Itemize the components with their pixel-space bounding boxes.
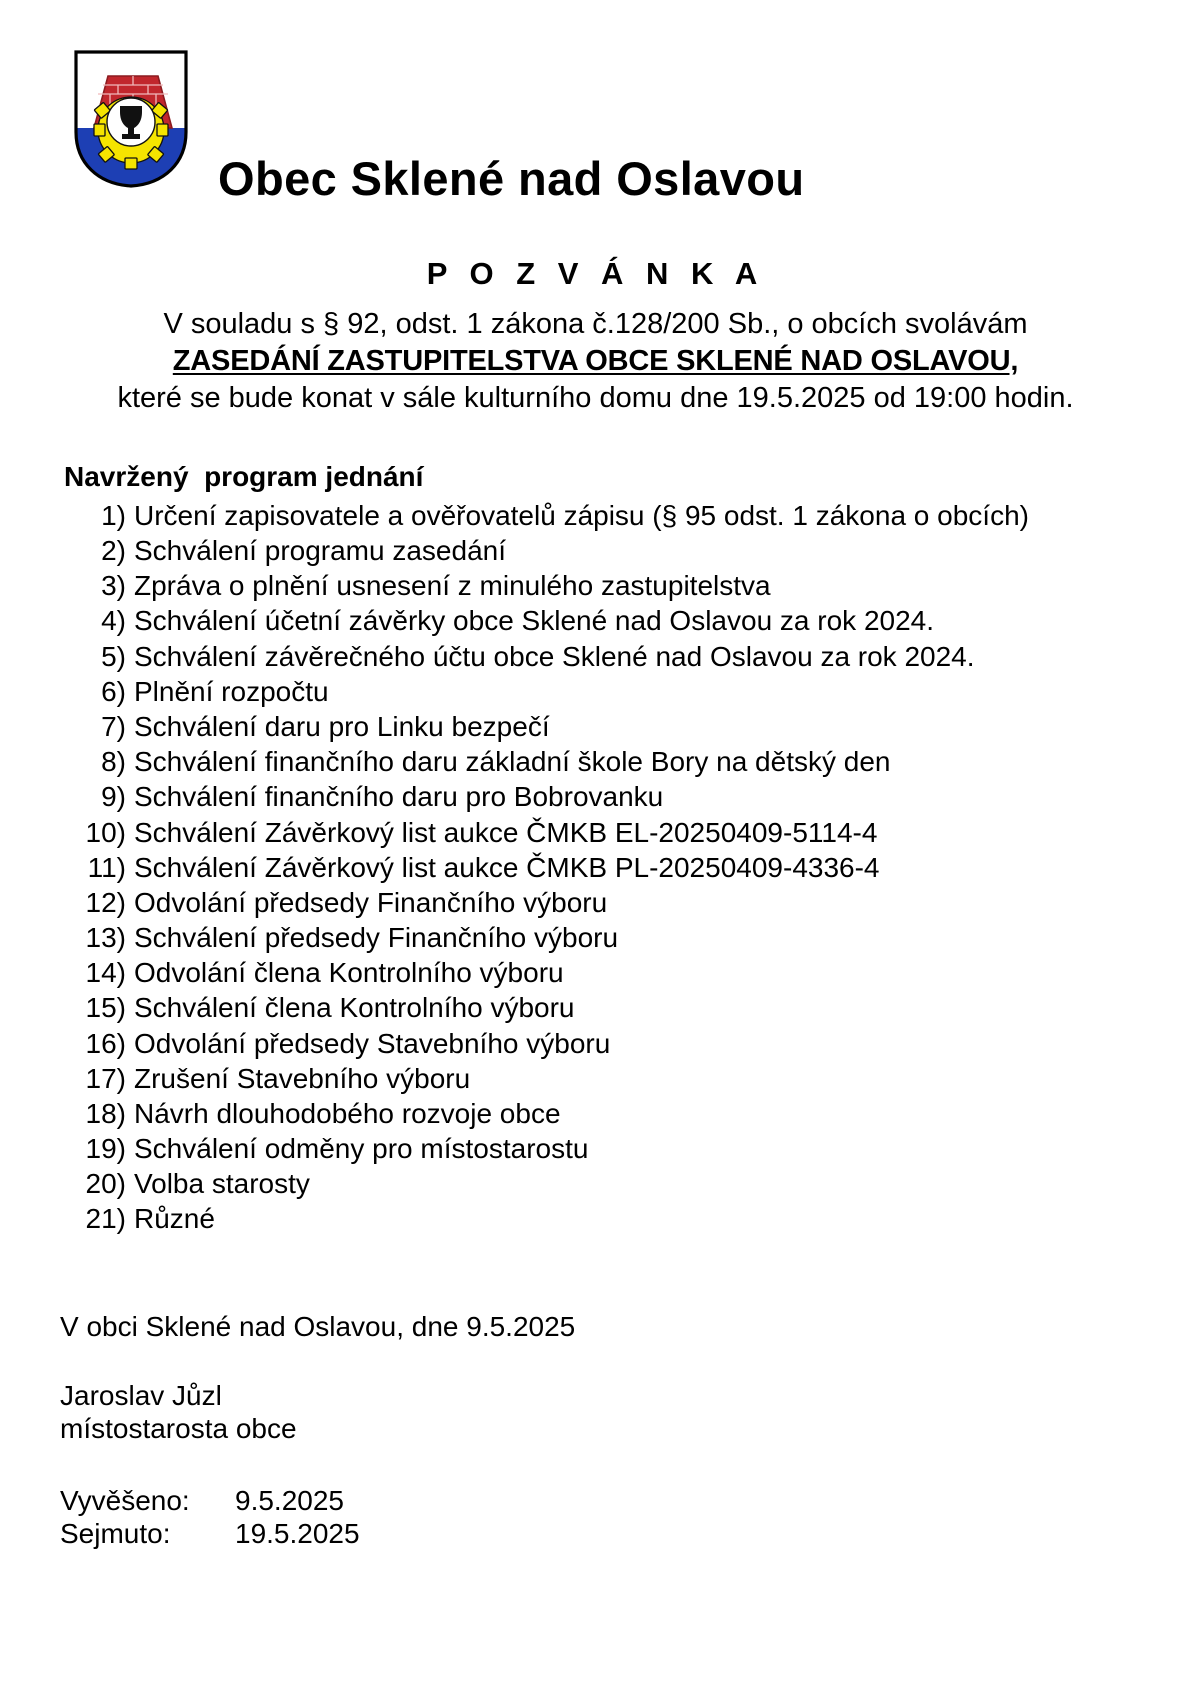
agenda-item-label: Schválení předsedy Finančního výboru — [134, 922, 619, 954]
agenda-item — [60, 1062, 1131, 1097]
agenda-item-number: 6) — [101, 675, 126, 707]
agenda-item — [60, 991, 1131, 1026]
agenda-item-number: 14) — [85, 957, 126, 989]
agenda-item — [60, 851, 1131, 886]
agenda-item-label: Určení zapisovatele a ověřovatelů zápisu (§ 95 odst. 1 zákona o obcích) — [134, 499, 1029, 531]
signer-role: místostarosta obce — [60, 1413, 297, 1445]
removed-row — [60, 1517, 1131, 1550]
agenda-item — [60, 1167, 1131, 1202]
agenda-item — [60, 640, 1131, 675]
agenda-item-number: 4) — [101, 605, 126, 637]
invitation-intro — [60, 256, 1131, 417]
agenda-item — [60, 710, 1131, 745]
agenda-item-number: 5) — [101, 640, 126, 672]
agenda-section — [60, 461, 1131, 1238]
agenda-item — [60, 921, 1131, 956]
agenda-item — [60, 956, 1131, 991]
agenda-item-number: 18) — [85, 1097, 126, 1129]
agenda-item-number: 9) — [101, 781, 126, 813]
agenda-item-label: Různé — [134, 1203, 215, 1235]
agenda-item-number: 1) — [101, 499, 126, 531]
agenda-item — [60, 675, 1131, 710]
agenda-item-label: Návrh dlouhodobého rozvoje obce — [134, 1097, 561, 1129]
agenda-item-label: Schválení závěrečného účtu obce Sklené nad Oslavou za rok 2024. — [134, 640, 975, 672]
posted-row — [60, 1484, 1131, 1517]
meeting-title-line: ZASEDÁNÍ ZASTUPITELSTVA OBCE SKLENÉ NAD OSLAVOU, — [172, 344, 1019, 377]
agenda-item — [60, 1132, 1131, 1167]
agenda-item-number: 12) — [85, 886, 126, 918]
removed-date: 19.5.2025 — [235, 1517, 360, 1549]
agenda-item-number: 11) — [87, 851, 126, 883]
agenda-item-number: 20) — [85, 1168, 126, 1200]
agenda-item — [60, 534, 1131, 569]
agenda-item-label: Schválení finančního daru pro Bobrovanku — [134, 781, 664, 813]
agenda-item-label: Schválení účetní závěrky obce Sklené nad Oslavou za rok 2024. — [134, 605, 935, 637]
removed-label: Sejmuto: — [60, 1517, 171, 1549]
closing-spacer — [60, 1343, 1131, 1379]
agenda-item — [60, 816, 1131, 851]
agenda-item-number: 2) — [101, 535, 126, 567]
agenda-item-number: 8) — [101, 746, 126, 778]
agenda-item — [60, 499, 1131, 534]
agenda-item-label: Zrušení Stavebního výboru — [134, 1062, 471, 1094]
agenda-item-number: 16) — [85, 1027, 126, 1059]
document-header — [60, 0, 1131, 208]
agenda-item-number: 17) — [85, 1062, 126, 1094]
agenda-item — [60, 1097, 1131, 1132]
agenda-item-number: 19) — [85, 1133, 126, 1165]
signer-name: Jaroslav Jůzl — [60, 1379, 222, 1411]
meeting-datetime-line: které se bude konat v sále kulturního domu dne 19.5.2025 od 19:00 hodin. — [117, 381, 1074, 414]
agenda-item-number: 10) — [85, 816, 126, 848]
agenda-item-label: Schválení člena Kontrolního výboru — [134, 992, 575, 1024]
agenda-item-label: Plnění rozpočtu — [134, 675, 329, 707]
agenda-item — [60, 780, 1131, 815]
agenda-item-label: Zpráva o plnění usnesení z minulého zastupitelstva — [134, 570, 771, 602]
agenda-item-label: Schválení finančního daru základní škole Bory na dětský den — [134, 746, 891, 778]
agenda-item — [60, 1202, 1131, 1237]
agenda-item-label: Odvolání člena Kontrolního výboru — [134, 957, 564, 989]
agenda-item-number: 15) — [85, 992, 126, 1024]
agenda-item — [60, 569, 1131, 604]
agenda-item — [60, 604, 1131, 639]
agenda-item-label: Schválení programu zasedání — [134, 535, 506, 567]
agenda-item-label: Schválení daru pro Linku bezpečí — [134, 711, 550, 742]
agenda-item-label: Volba starosty — [134, 1168, 310, 1200]
agenda-item-number: 3) — [101, 570, 126, 602]
agenda-item-number: 13) — [85, 922, 126, 954]
legal-basis-line: V souladu s § 92, odst. 1 zákona č.128/200 Sb., o obcích svolávám — [163, 307, 1028, 340]
posting-dates-section — [60, 1484, 1131, 1551]
agenda-item-label: Schválení Závěrkový list aukce ČMKB PL-20250409-4336-4 — [134, 851, 880, 883]
agenda-item — [60, 1027, 1131, 1062]
agenda-item-label: Schválení Závěrkový list aukce ČMKB EL-20250409-5114-4 — [134, 816, 878, 848]
agenda-item-label: Odvolání předsedy Finančního výboru — [134, 886, 608, 918]
agenda-item — [60, 745, 1131, 780]
agenda-list — [60, 499, 1131, 1238]
closing-section — [60, 1310, 1131, 1446]
page-title: Obec Sklené nad Oslavou — [218, 152, 805, 205]
agenda-heading: Navržený program jednání — [64, 460, 424, 492]
posted-label: Vyvěšeno: — [60, 1484, 190, 1516]
document-kind-heading: P O Z V Á N K A — [426, 256, 765, 291]
agenda-item-number: 21) — [85, 1203, 126, 1235]
agenda-item-label: Schválení odměny pro místostarostu — [134, 1133, 589, 1165]
agenda-item-number: 7) — [101, 711, 126, 742]
agenda-item-label: Odvolání předsedy Stavebního výboru — [134, 1027, 611, 1059]
place-and-date: V obci Sklené nad Oslavou, dne 9.5.2025 — [60, 1310, 576, 1342]
municipal-coat-of-arms-icon — [72, 48, 190, 190]
posted-date: 9.5.2025 — [235, 1484, 344, 1516]
agenda-item — [60, 886, 1131, 921]
